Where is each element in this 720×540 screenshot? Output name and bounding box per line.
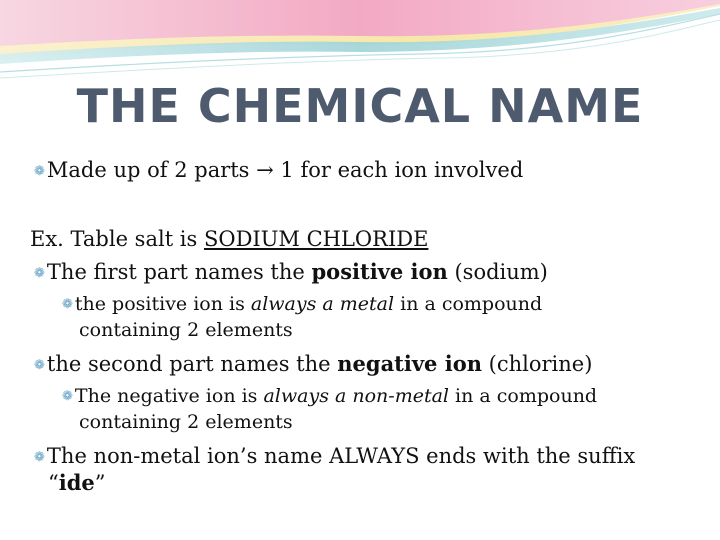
- bullet-parts: [34, 157, 523, 185]
- sub-bullet-negative-text-end: in a compound: [449, 385, 598, 407]
- slide-title: THE CHEMICAL NAME: [76, 79, 644, 133]
- open-quote: “: [48, 471, 59, 495]
- always-non-metal-term: always a non-metal: [263, 385, 449, 407]
- example-line: [30, 226, 428, 252]
- bullet-first-part-text: The first part names the: [46, 260, 312, 284]
- bullet-second-part-text: the second part names the: [46, 352, 338, 376]
- bullet-second-part: [34, 351, 592, 379]
- bullet-first-part: [34, 259, 548, 287]
- signal-bullet-icon: ❁: [62, 297, 73, 312]
- ide-suffix-term: ide: [58, 470, 95, 495]
- example-compound-name: SODIUM CHLORIDE: [203, 227, 429, 251]
- bullet-first-part-text-end: (sodium): [447, 260, 548, 284]
- sub-bullet-negative-text: The negative ion is: [74, 385, 264, 407]
- signal-bullet-icon: ❁: [62, 389, 73, 404]
- signal-bullet-icon: ❁: [34, 164, 45, 179]
- close-quote: ”: [94, 471, 106, 495]
- signal-bullet-icon: ❁: [34, 266, 45, 281]
- signal-bullet-icon: ❁: [34, 358, 45, 373]
- sub-bullet-positive: [62, 292, 542, 317]
- bullet-parts-text: Made up of 2 parts: [46, 158, 257, 182]
- signal-bullet-icon: ❁: [34, 450, 45, 465]
- sub-bullet-negative-line2: containing 2 elements: [79, 411, 293, 433]
- bullet-suffix-text: The non-metal ion’s name ALWAYS ends with the suffix: [46, 444, 636, 468]
- right-arrow-icon: →: [256, 158, 274, 182]
- bullet-second-part-text-end: (chlorine): [481, 352, 593, 376]
- bullet-suffix-line2: [48, 470, 106, 496]
- sub-bullet-positive-line2: containing 2 elements: [79, 319, 293, 341]
- always-metal-term: always a metal: [250, 293, 395, 315]
- positive-ion-term: positive ion: [311, 259, 448, 284]
- example-text: Ex. Table salt is: [30, 227, 204, 251]
- negative-ion-term: negative ion: [337, 351, 482, 376]
- bullet-suffix: [34, 443, 635, 471]
- sub-bullet-negative: [62, 384, 597, 409]
- sub-bullet-positive-text-end: in a compound: [394, 293, 543, 315]
- sub-bullet-positive-text: the positive ion is: [74, 293, 251, 315]
- bullet-parts-text-end: 1 for each ion involved: [273, 158, 524, 182]
